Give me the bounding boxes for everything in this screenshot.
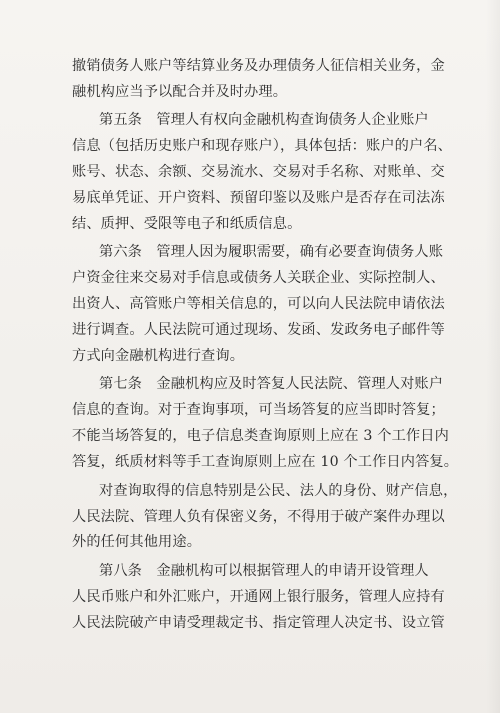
document-line: 不能当场答复的，电子信息类查询原则上应在 3 个工作日内 — [72, 428, 449, 445]
document-line: 账号、状态、余额、交易流水、交易对手名称、对账单、交 — [72, 164, 445, 181]
document-line: 户资金往来交易对手信息或债务人关联企业、实际控制人、 — [72, 270, 445, 287]
document-line: 融机构应当予以配合并及时办理。 — [72, 83, 288, 100]
paragraph-line: 对查询取得的信息特别是公民、法人的身份、财产信息， — [99, 482, 458, 499]
document-body — [72, 54, 459, 637]
document-line: 外的任何其他用途。 — [72, 534, 202, 551]
document-line: 进行调查。人民法院可通过现场、发函、发政务电子邮件等 — [72, 322, 445, 339]
article-five-heading-line: 第五条 管理人有权向金融机构查询债务人企业账户 — [99, 112, 429, 129]
document-line: 信息的查询。对于查询事项，可当场答复的应当即时答复； — [72, 402, 445, 419]
document-line: 结、质押、受限等电子和纸质信息。 — [72, 215, 302, 232]
document-line: 人民法院破产申请受理裁定书、指定管理人决定书、设立管 — [72, 614, 445, 631]
article-seven-heading-line: 第七条 金融机构应及时答复人民法院、管理人对账户 — [99, 376, 444, 393]
article-six-heading-line: 第六条 管理人因为履职需要，确有必要查询债务人账 — [99, 244, 444, 261]
document-line: 人民法院、管理人负有保密义务，不得用于破产案件办理以 — [72, 508, 445, 525]
document-line: 易底单凭证、开户资料、预留印鉴以及账户是否存在司法冻 — [72, 190, 445, 207]
document-line: 方式向金融机构进行查询。 — [72, 347, 245, 364]
scan-edge-shadow — [486, 0, 500, 713]
document-line: 信息（包括历史账户和现存账户），具体包括：账户的户名、 — [72, 138, 453, 155]
document-line: 撤销债务人账户等结算业务及办理债务人征信相关业务，金 — [72, 58, 445, 74]
document-line: 人民币账户和外汇账户，开通网上银行服务，管理人应持有 — [72, 588, 445, 605]
document-line: 出资人、高管账户等相关信息的，可以向人民法院申请依法 — [72, 296, 445, 313]
article-eight-heading-line: 第八条 金融机构可以根据管理人的申请开设管理人 — [99, 562, 429, 579]
document-line: 答复，纸质材料等手工查询原则上应在 10 个工作日内答复。 — [72, 454, 459, 471]
